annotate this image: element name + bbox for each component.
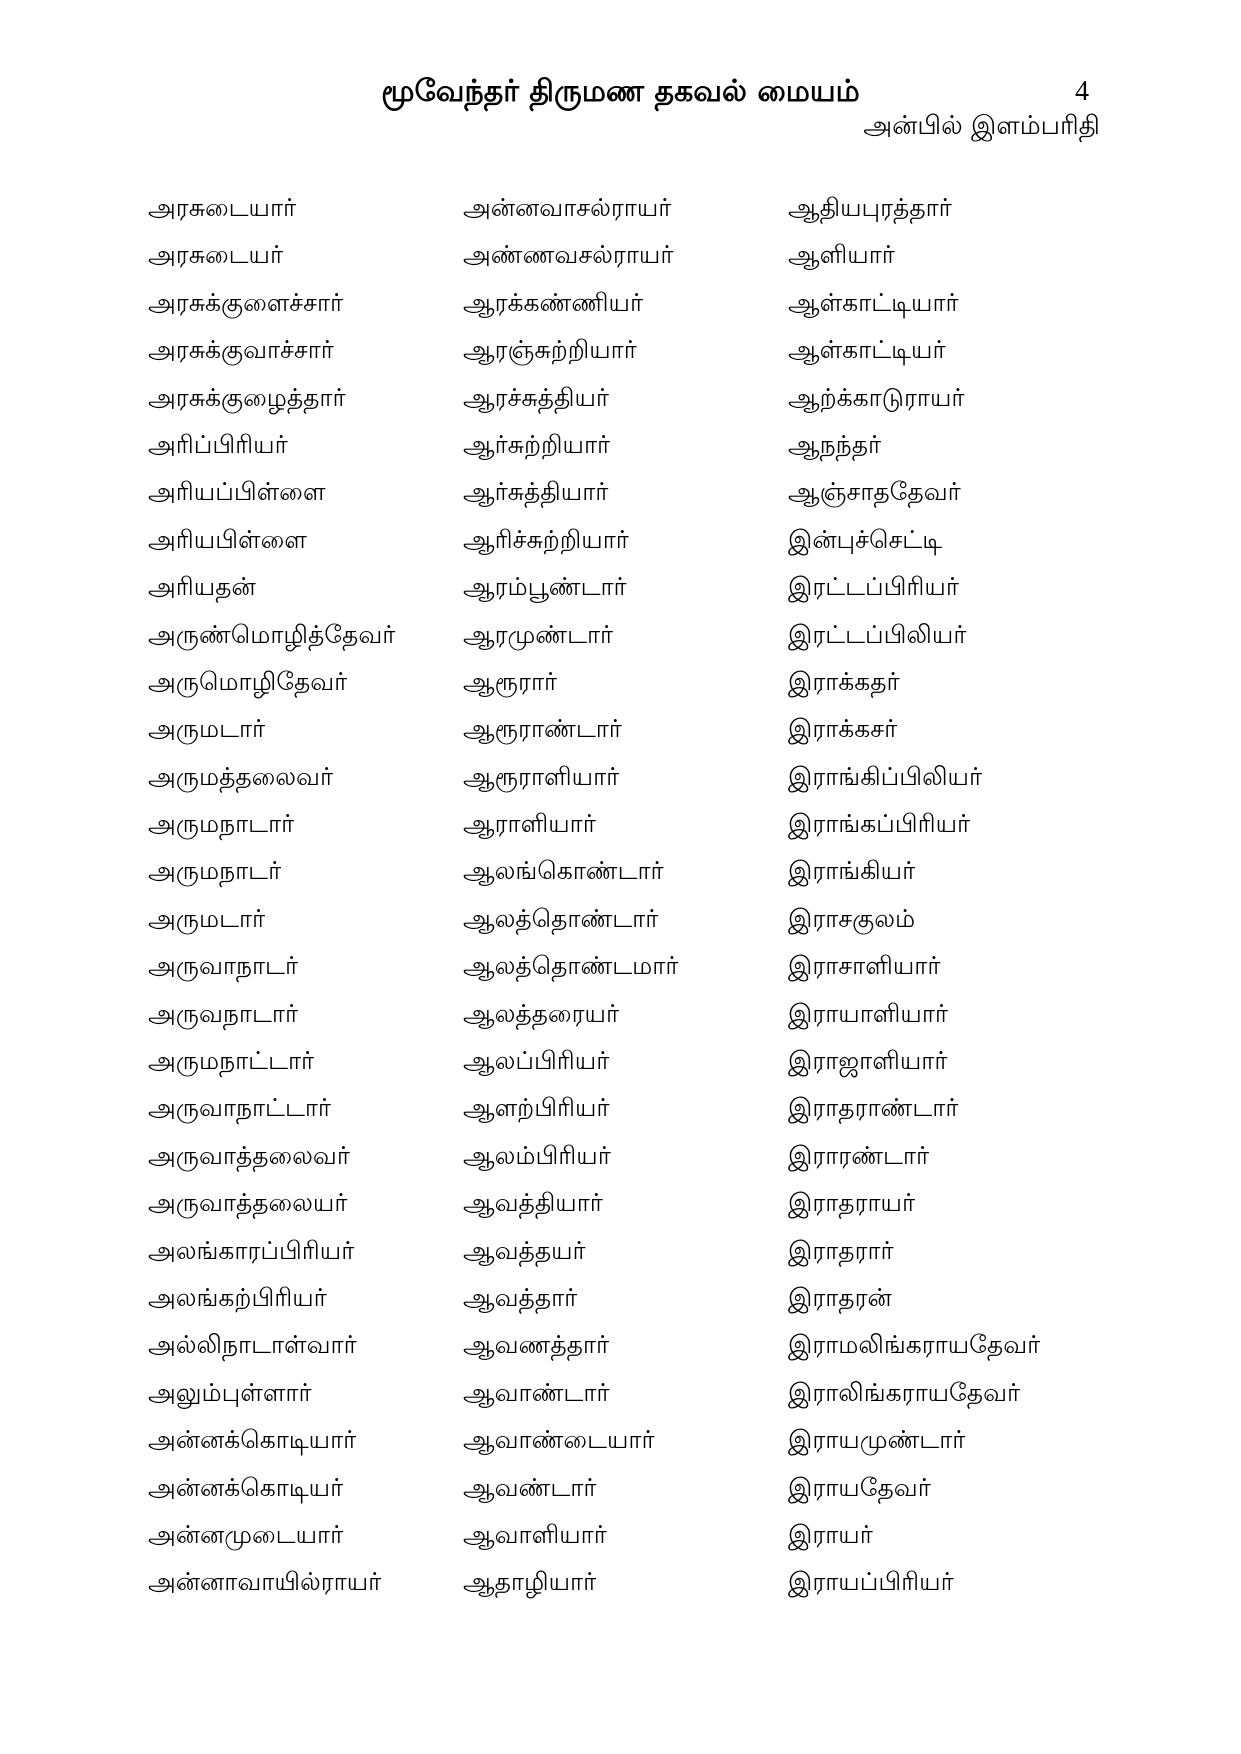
name-entry: இராயர்	[788, 1519, 873, 1549]
name-entry: இரட்டப்பிலியர்	[788, 619, 967, 649]
name-entry: ஆர்சுற்றியார்	[463, 429, 611, 459]
name-entry: அரசுக்குவாச்சார்	[148, 335, 334, 365]
name-entry: ஆளற்பிரியர்	[463, 1093, 610, 1123]
name-entry: ஆவாண்டையார்	[463, 1425, 655, 1455]
page-title: மூவேந்தர் திருமண தகவல் மையம்	[381, 74, 860, 109]
name-entry: இன்புச்செட்டி	[788, 524, 943, 554]
name-entry: இராஜாளியார்	[788, 1046, 948, 1076]
name-entry: ஆரச்சுத்தியர்	[463, 382, 609, 412]
name-entry: அரசுக்குழைத்தார்	[148, 382, 346, 412]
name-entry: இராலிங்கராயதேவர்	[788, 1377, 1021, 1407]
name-entry: அருண்மொழித்தேவர்	[148, 619, 396, 649]
name-entry: ஆலப்பிரியர்	[463, 1046, 610, 1076]
name-entry: இராதரார்	[788, 1235, 894, 1265]
name-entry: இராங்கியர்	[788, 856, 916, 886]
name-entry: அல்லிநாடாள்வார்	[148, 1330, 357, 1360]
name-entry: அலும்புள்ளார்	[148, 1377, 312, 1407]
name-entry: அண்ணவசல்ராயர்	[463, 240, 674, 270]
name-entry: ஆதாழியார்	[463, 1567, 597, 1597]
name-entry: ஆற்க்காடுராயர்	[788, 382, 965, 412]
name-entry: ஆதியபுரத்தார்	[788, 193, 952, 222]
name-entry: ஆள்காட்டியர்	[788, 335, 946, 365]
name-entry: ஆரிச்சுற்றியார்	[463, 524, 629, 554]
name-entry: ஆரக்கண்ணியர்	[463, 287, 644, 317]
name-entry: இராங்கப்பிரியர்	[788, 809, 971, 839]
name-entry: அருமடார்	[148, 903, 266, 933]
name-entry: அரியப்பிள்ளை	[148, 477, 326, 507]
name-entry: ஆவாண்டார்	[463, 1377, 610, 1407]
name-entry: இராக்கதர்	[788, 666, 900, 696]
name-entry: அரசுக்குளைச்சார்	[148, 287, 344, 317]
name-entry: அரியபிள்ளை	[148, 524, 307, 554]
name-entry: அருமநாடர்	[148, 856, 282, 886]
name-entry: அரியதன்	[148, 572, 256, 602]
name-entry: இராசாளியார்	[788, 951, 941, 981]
name-entry: அருவாநாடர்	[148, 951, 298, 981]
name-entry: இராயதேவர்	[788, 1472, 931, 1502]
name-entry: அலங்காரப்பிரியர்	[148, 1235, 355, 1265]
name-entry: அருமொழிதேவர்	[148, 666, 348, 696]
names-list	[148, 184, 1088, 1606]
name-entry: ஆரூராளியார்	[463, 761, 620, 791]
name-entry: அரசுடையார்	[148, 193, 297, 222]
name-entry: அருமநாட்டார்	[148, 1046, 315, 1076]
name-entry: ஆவண்டார்	[463, 1472, 597, 1502]
name-entry: இராயமுண்டார்	[788, 1425, 966, 1455]
page-number: 4	[1075, 76, 1089, 107]
name-entry: ஆவணத்தார்	[463, 1330, 610, 1360]
name-entry: அலங்கற்பிரியர்	[148, 1282, 327, 1312]
name-entry: ஆலத்தரையர்	[463, 998, 620, 1028]
name-entry: அன்னக்கொடியர்	[148, 1472, 344, 1502]
name-entry: அருவநாடார்	[148, 998, 298, 1028]
name-entry: இராதராயர்	[788, 1188, 916, 1218]
name-entry: அருமடார்	[148, 714, 266, 744]
name-entry: அன்னமுடையார்	[148, 1519, 344, 1549]
name-entry: ஆரூராண்டார்	[463, 714, 622, 744]
name-entry: ஆள்காட்டியார்	[788, 287, 959, 317]
name-entry: இராங்கிப்பிலியர்	[788, 761, 983, 791]
name-entry: ஆராளியார்	[463, 809, 596, 839]
name-entry: அருவாத்தலையர்	[148, 1188, 348, 1218]
name-entry: இராயாளியார்	[788, 998, 948, 1028]
name-entry: இராரண்டார்	[788, 1140, 930, 1170]
name-entry: ஆரமுண்டார்	[463, 619, 614, 649]
name-entry: ஆளியார்	[788, 240, 895, 270]
author-name: அன்பில் இளம்பரிதி	[863, 111, 1100, 141]
name-entry: ஆலம்பிரியர்	[463, 1140, 611, 1170]
name-entry: இராக்கசர்	[788, 714, 898, 744]
name-entry: ஆவாளியார்	[463, 1519, 607, 1549]
name-entry: அருமநாடார்	[148, 809, 295, 839]
name-entry: ஆஞ்சாததேவர்	[788, 477, 961, 507]
name-entry: அருவாத்தலைவர்	[148, 1140, 350, 1170]
name-entry: ஆரம்பூண்டார்	[463, 572, 627, 602]
name-entry: அரசுடையர்	[148, 240, 284, 270]
name-entry: இராயப்பிரியர்	[788, 1567, 954, 1597]
name-entry: ஆநந்தர்	[788, 429, 882, 459]
name-entry: ஆர்சுத்தியார்	[463, 477, 609, 507]
name-entry: ஆவத்தார்	[463, 1282, 578, 1312]
name-entry: அன்னக்கொடியார்	[148, 1425, 357, 1455]
name-entry: ஆவத்தியார்	[463, 1188, 603, 1218]
name-entry: அன்னாவாயில்ராயர்	[148, 1567, 382, 1597]
name-entry: இராசகுலம்	[788, 903, 916, 933]
name-entry: ஆரஞ்சுற்றியார்	[463, 335, 637, 365]
name-entry: இரட்டப்பிரியர்	[788, 572, 959, 602]
name-entry: அருமத்தலைவர்	[148, 761, 334, 791]
name-entry: அன்னவாசல்ராயர்	[463, 193, 672, 222]
name-entry: ஆவத்தயர்	[463, 1235, 586, 1265]
name-entry: ஆலத்தொண்டமார்	[463, 951, 679, 981]
name-entry: இராதரன்	[788, 1282, 892, 1312]
name-entry: ஆரூரார்	[463, 666, 558, 696]
name-entry: ஆலங்கொண்டார்	[463, 856, 664, 886]
name-entry: ஆலத்தொண்டார்	[463, 903, 659, 933]
name-entry: இராமலிங்கராயதேவர்	[788, 1330, 1041, 1360]
name-entry: அரிப்பிரியர்	[148, 429, 288, 459]
name-entry: அருவாநாட்டார்	[148, 1093, 331, 1123]
name-entry: இராதராண்டார்	[788, 1093, 959, 1123]
